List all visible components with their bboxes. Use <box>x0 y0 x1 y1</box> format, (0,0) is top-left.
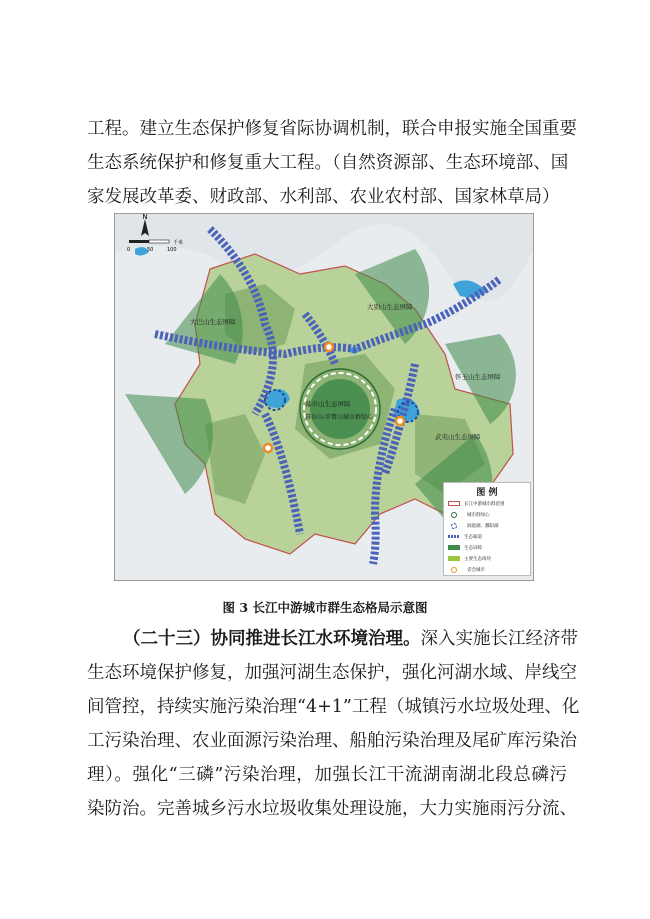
legend-item <box>444 498 530 509</box>
barrier-label: 武夷山生态屏障 <box>435 433 481 441</box>
legend-title: 图 例 <box>476 488 498 498</box>
legend-label: 省会城市 <box>467 567 485 573</box>
section-heading: （二十三）协同推进长江水环境治理。 <box>123 629 421 649</box>
text-line: 间管控，持续实施污染治理“4+1”工程（城镇污水垃圾处理、化 <box>87 697 580 717</box>
capital-city-marker <box>325 343 333 351</box>
scale-tick: 100 <box>167 247 177 253</box>
capital-icon <box>451 567 457 573</box>
barrier-icon <box>448 545 460 550</box>
barrier-label: 大别山生态屏障 <box>367 303 413 311</box>
legend-item <box>444 553 530 564</box>
text-line: 工污染治理、农业面源污染治理、船舶污染治理及尾矿库污染治 <box>87 731 577 751</box>
capital-city-marker <box>396 417 404 425</box>
scale-bar <box>129 240 169 243</box>
paragraph-bottom <box>87 622 580 826</box>
legend-label: 主要生态斑块 <box>464 556 491 562</box>
legend-item <box>444 564 530 575</box>
figure-caption: 图 3 长江中游城市群生态格局示意图 <box>222 600 428 615</box>
paragraph-top <box>87 112 577 214</box>
legend-label: 生态廊道 <box>464 534 482 540</box>
green-core-label: 幕阜山-罗霄山城市群绿心 <box>305 414 374 421</box>
text-line: 生态系统保护和修复重大工程。（自然资源部、生态环境部、国 <box>87 153 569 173</box>
ecological-pattern-map <box>114 213 534 581</box>
map-legend <box>443 482 531 576</box>
lake-icon <box>451 523 457 529</box>
green-core-marker <box>310 379 370 439</box>
legend-label: 生态屏障 <box>464 545 482 551</box>
scale-unit: 千米 <box>173 240 184 246</box>
scale-tick: 50 <box>147 247 154 253</box>
barrier-label: 大巴山生态屏障 <box>190 318 236 326</box>
text-line <box>87 622 578 656</box>
legend-item <box>444 531 530 542</box>
text-line: 理）。强化“三磷”污染治理，加强长江干流湖南湖北段总磷污 <box>87 765 567 785</box>
barrier-label: 怀玉山生态屏障 <box>455 373 501 381</box>
text-line: 生态环境保护修复，加强河湖生态保护，强化河湖水域、岸线空 <box>87 663 577 683</box>
corridor-icon <box>448 535 460 538</box>
barrier-label: 幕阜山生态屏障 <box>305 400 351 408</box>
green-core-icon <box>451 512 457 518</box>
text-line-rest: 深入实施长江经济带 <box>420 629 578 649</box>
legend-item <box>444 520 530 531</box>
legend-label: 洞庭湖、鄱阳湖 <box>467 523 499 529</box>
text-line: 家发展改革委、财政部、水利部、农业农村部、国家林草局） <box>87 187 560 207</box>
scale-tick: 0 <box>127 247 131 253</box>
boundary-icon <box>448 501 460 506</box>
legend-label: 长江中游城市群范围 <box>464 501 505 507</box>
legend-label: 城市群绿心 <box>467 512 490 518</box>
patch-icon <box>448 556 460 561</box>
text-line: 染防治。完善城乡污水垃圾收集处理设施，大力实施雨污分流、 <box>87 799 577 819</box>
compass-label: N <box>142 214 148 221</box>
text-line: 工程。建立生态保护修复省际协调机制，联合申报实施全国重要 <box>87 119 577 139</box>
legend-item <box>444 542 530 553</box>
capital-city-marker <box>264 444 272 452</box>
legend-item <box>444 509 530 520</box>
